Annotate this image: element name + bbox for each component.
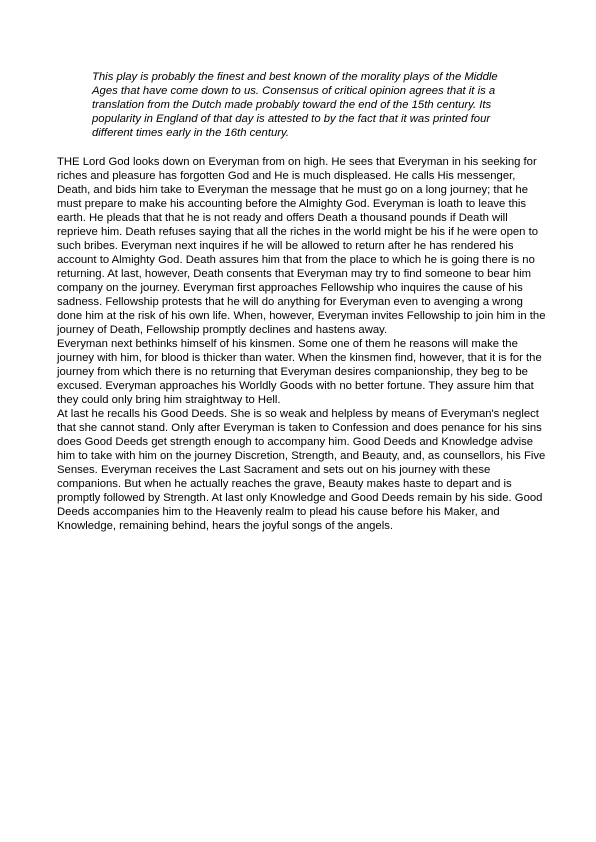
synopsis-paragraph-1: THE Lord God looks down on Everyman from on high. He sees that Everyman in his seeking for riches and pleasure has forgotten God and He is much displeased. He calls His messenger, Death, and bids him take to Everyman the message that he must go on a long journey; that he must prepare to make his accounting before the Almighty God. Everyman is loath to leave this earth. He pleads that that he is not ready and offers Death a thousand pounds if Death will reprieve him. Death refuses saying that all the riches in the world might be his if he were open to such bribes. Everyman next inquires if he will be allowed to return after he has rendered his account to Almighty God. Death assures him that from the place to which he is going there is no returning. At last, however, Death consents that Everyman may try to find someone to bear him company on the journey. Everyman first approaches Fellowship who inquires the cause of his sadness. Fellowship protests that he will do anything for Everyman even to avenging a wrong done him at the risk of his own life. When, however, Everyman invites Fellowship to join him in the journey of Death, Fellowship promptly declines and hastens away. [57, 156, 546, 336]
synopsis-paragraph-3: At last he recalls his Good Deeds. She is so weak and helpless by means of Everyman's neglect that she cannot stand. Only after Everyman is taken to Confession and does penance for his sins does Good Deeds get strength enough to accompany him. Good Deeds and Knowledge advise him to take with him on the journey Discretion, Strength, and Beauty, and, as counsellors, his Five Senses. Everyman receives the Last Sacrament and sets out on his journey with these companions. But when he actually reaches the grave, Beauty makes haste to depart and is promptly followed by Strength. At last only Knowledge and Good Deeds remain by his side. Good Deeds accompanies him to the Heavenly realm to plead his cause before his Maker, and Knowledge, remaining behind, hears the joyful songs of the angels. [57, 408, 546, 532]
intro-paragraph: This play is probably the finest and best known of the morality plays of the Middle Ages that have come down to us. Consensus of critical opinion agrees that it is a translation from the Dutch made probably toward the end of the 15th century. Its popularity in England of that day is attested to by the fact that it was printed four different times early in the 16th century. [92, 71, 498, 139]
synopsis-body [57, 155, 547, 533]
synopsis-paragraph-2: Everyman next bethinks himself of his kinsmen. Some one of them he reasons will make the journey with him, for blood is thicker than water. When the kinsmen find, however, that it is for the journey from which there is no returning that Everyman desires companionship, they beg to be excused. Everyman approaches his Worldly Goods with no better fortune. They assure him that they could only bring him straightway to Hell. [57, 338, 542, 406]
